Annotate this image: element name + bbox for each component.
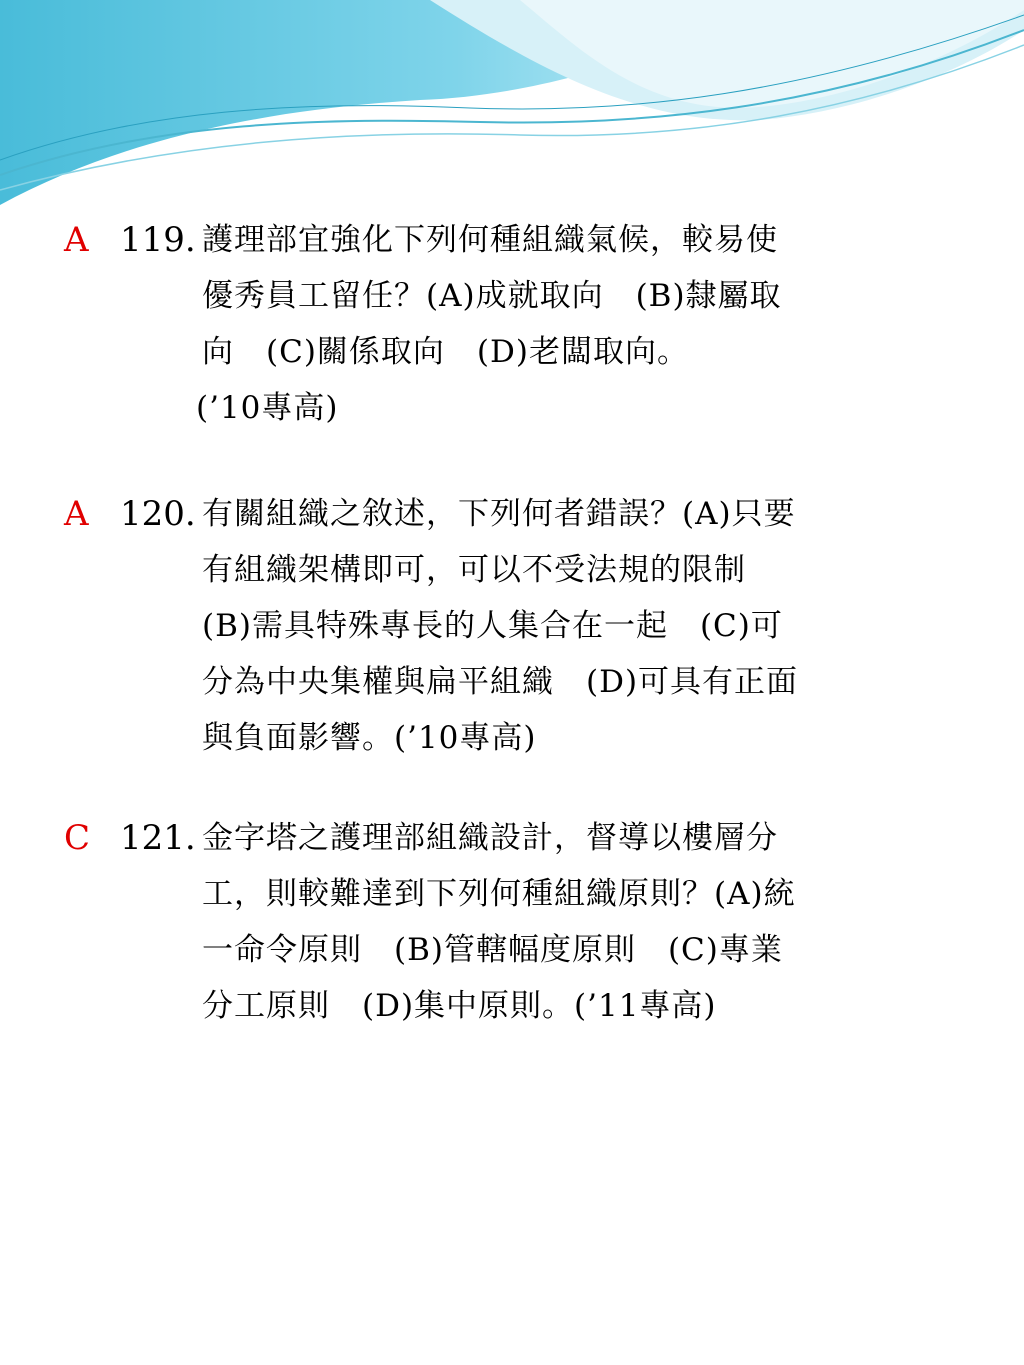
question-text-line: 向 (C)關係取向 (D)老闆取向。	[202, 334, 689, 370]
answer-letter: C	[64, 818, 91, 858]
question-text	[202, 486, 902, 766]
question-text-line: 分工原則 (D)集中原則。(’11專高)	[202, 988, 717, 1024]
question-text-line: 一命令原則 (B)管轄幅度原則 (C)專業	[202, 932, 783, 968]
header-wave-decoration	[0, 0, 1024, 240]
question-text-line: (B)需具特殊專長的人集合在一起 (C)可	[202, 608, 783, 644]
question-text	[202, 810, 902, 1034]
question-text-line: 金字塔之護理部組織設計，督導以樓層分	[202, 820, 778, 856]
question-text	[196, 212, 902, 436]
question-text-line: 有組織架構即可，可以不受法規的限制	[202, 552, 746, 588]
question-119	[64, 212, 964, 442]
question-number: 120.	[120, 494, 196, 534]
question-text-line: 有關組織之敘述，下列何者錯誤？(A)只要	[202, 496, 796, 532]
question-text-line: 優秀員工留任？(A)成就取向 (B)隸屬取	[202, 278, 782, 314]
question-text-line: 分為中央集權與扁平組織 (D)可具有正面	[202, 664, 799, 700]
question-number: 119.	[120, 220, 196, 260]
question-number: 121.	[120, 818, 196, 858]
question-text-line: (’10專高)	[196, 390, 339, 426]
answer-letter: A	[64, 494, 89, 534]
answer-letter: A	[64, 220, 89, 260]
question-120	[64, 486, 964, 776]
question-text-line: 工，則較難達到下列何種組織原則？(A)統	[202, 876, 796, 912]
question-121	[64, 810, 964, 1040]
question-text-line: 與負面影響。(’10專高)	[202, 720, 537, 756]
question-text-line: 護理部宜強化下列何種組織氣候，較易使	[202, 222, 778, 258]
